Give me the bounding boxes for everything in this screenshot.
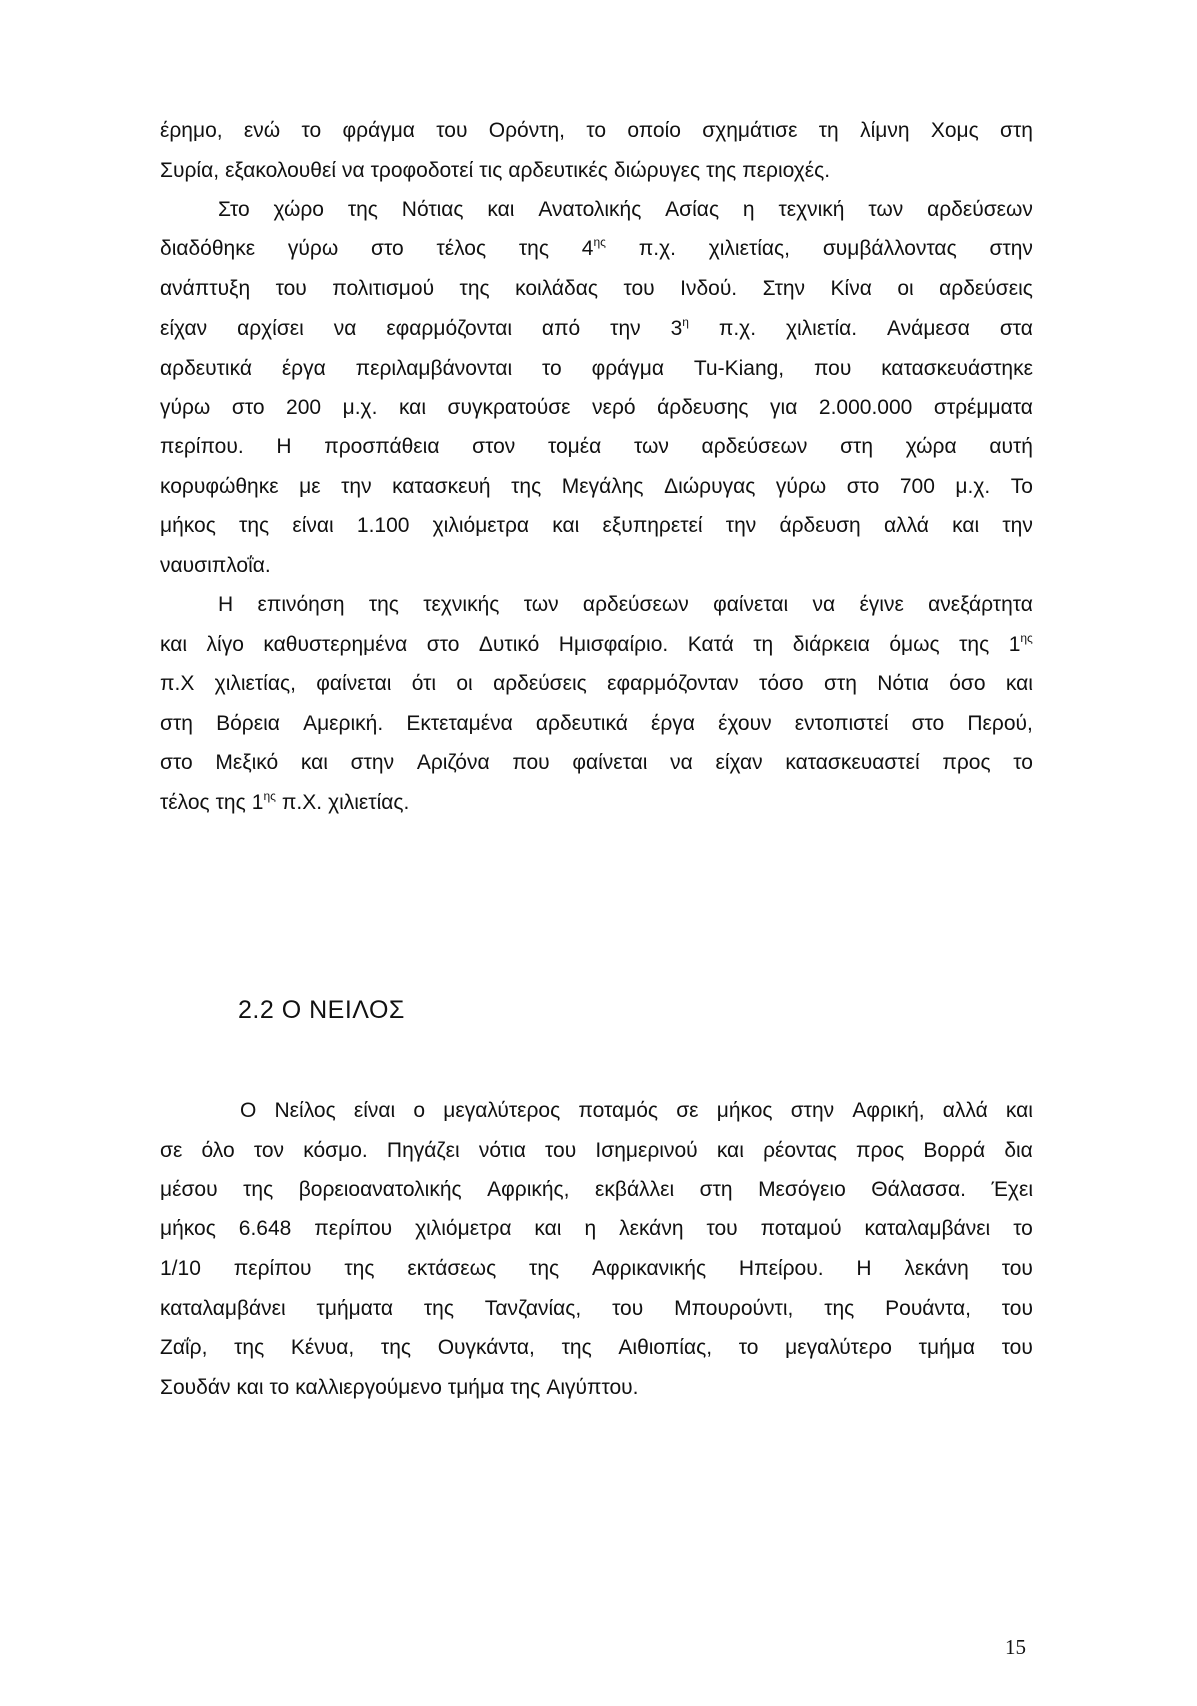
word: το [269, 1376, 290, 1399]
word: φαίνεται [572, 751, 648, 774]
word: 200 [286, 396, 322, 419]
word: βορειοανατολικής [298, 1178, 462, 1201]
word: γύρω [160, 396, 211, 419]
word: Μπουρούντι, [674, 1297, 794, 1320]
word: για [770, 396, 798, 419]
word: Tu-Kiang, [693, 357, 785, 380]
word: προς [856, 1139, 905, 1162]
word: Στην [762, 277, 806, 300]
word: στο [426, 633, 460, 656]
word: γύρω [775, 475, 827, 498]
page-number: 15 [1005, 1635, 1026, 1659]
word: τεχνική [778, 198, 845, 221]
word: τη [753, 633, 774, 656]
word: Σουδάν [160, 1376, 231, 1399]
word: στο [160, 751, 193, 774]
word: μήκος [160, 514, 216, 537]
word: ότι [411, 672, 437, 695]
word: της [561, 1336, 592, 1359]
word: φαίνεται [316, 672, 392, 695]
word: μεγαλύτερος [443, 1099, 561, 1122]
word: ρέοντας [763, 1139, 837, 1162]
word: επινόηση [257, 593, 345, 616]
word: στη [840, 435, 874, 458]
word: αρδευτικές [508, 159, 608, 182]
word: εφαρμόζονται [386, 317, 512, 340]
text-line [160, 711, 1033, 737]
word: με [299, 475, 321, 498]
text-line [160, 118, 1033, 144]
word: του [706, 1217, 738, 1240]
word: εκβάλλει [595, 1178, 675, 1201]
word: νότια [478, 1139, 526, 1162]
word: τμήμα [447, 1376, 505, 1399]
text-line [160, 1256, 1033, 1282]
word: χώρο [273, 198, 324, 221]
word: ανεξάρτητα [928, 593, 1033, 616]
word: ποταμού [760, 1217, 842, 1240]
word: στη [160, 712, 193, 735]
word: Θάλασσα. [871, 1178, 966, 1201]
word: αρδεύσεων [701, 435, 808, 458]
word: στη [1000, 119, 1033, 142]
word: και [487, 198, 515, 221]
word: στη [699, 1178, 733, 1201]
word: Περού, [967, 712, 1033, 735]
word: Έχει [991, 1178, 1033, 1201]
word: έγινε [859, 593, 904, 616]
word: και [236, 1376, 264, 1399]
word: προσπάθεια [324, 435, 440, 458]
word: Ρουάντα, [885, 1297, 971, 1320]
word: του [545, 1139, 577, 1162]
word: άρδευση [779, 514, 861, 537]
word: 1.100 [356, 514, 410, 537]
word: η [742, 198, 755, 221]
word: την [725, 514, 757, 537]
word: διαδόθηκε [160, 237, 256, 260]
word: λίμνη [860, 119, 910, 142]
text-line [160, 236, 1033, 262]
word: εξακολουθεί [225, 159, 336, 182]
word: το [586, 119, 607, 142]
word: στο [371, 237, 404, 260]
word: έργα [281, 357, 326, 380]
word: λεκάνη [619, 1217, 684, 1240]
word: Αφρικανικής [591, 1257, 707, 1280]
word: Αριζόνα [416, 751, 490, 774]
word: αλλά [883, 514, 929, 537]
word: αλλά [942, 1099, 988, 1122]
word: της [518, 237, 549, 260]
word: γύρω [287, 237, 339, 260]
word: φαίνεται [713, 593, 789, 616]
word: π.Χ [160, 672, 195, 695]
word: τον [253, 1139, 285, 1162]
word: Αιθιοπίας, [618, 1336, 713, 1359]
text-line [160, 158, 1033, 184]
word: να [812, 593, 836, 616]
word: και [716, 1139, 744, 1162]
word: και [534, 1217, 562, 1240]
text-line [160, 395, 1033, 421]
word: Ινδού. [680, 277, 738, 300]
word: να [341, 159, 365, 182]
word: από [541, 317, 581, 340]
word: τέλος [436, 237, 487, 260]
word: αρδευτικά [160, 357, 252, 380]
word: ανάπτυξη [160, 277, 251, 300]
word: μ.χ. [955, 475, 991, 498]
word: μήκος [716, 1099, 773, 1122]
word: $1^{\eta\varsigma}$ [1008, 631, 1033, 656]
word: Μεσόγειο [758, 1178, 846, 1201]
word: αρχίσει [237, 317, 304, 340]
word: το [301, 119, 322, 142]
word: να [333, 317, 357, 340]
word: πολιτισμού [332, 277, 435, 300]
word: Κίνα [830, 277, 872, 300]
word: έρημο, [160, 119, 223, 142]
word: και [300, 751, 328, 774]
word: στην [350, 751, 395, 774]
word: τέλος [160, 791, 210, 814]
word: των [633, 435, 669, 458]
text-line [160, 1335, 1033, 1361]
word: διάρκεια [792, 633, 870, 656]
word: Τανζανίας, [484, 1297, 582, 1320]
word: της [234, 1336, 265, 1359]
word: τεχνικής [423, 593, 500, 616]
word: Αφρικής, [487, 1178, 570, 1201]
word: 700 [899, 475, 935, 498]
word: Ανατολικής [538, 198, 642, 221]
word: αρδεύσεων [582, 593, 689, 616]
word: φράγμα [342, 119, 415, 142]
word: και [160, 633, 188, 656]
word: περιλαμβάνονται [355, 357, 513, 380]
word: νερό [592, 396, 636, 419]
word: εκτάσεως [407, 1257, 497, 1280]
word: Κατά [687, 633, 734, 656]
word: της [959, 633, 990, 656]
word: στα [999, 317, 1033, 340]
word: φράγμα [591, 357, 665, 380]
word: Χομς [930, 119, 979, 142]
word: μεγαλύτερο [785, 1336, 892, 1359]
text-line [160, 1138, 1033, 1164]
text-line [160, 1375, 1033, 1401]
word: Μεγάλης [561, 475, 644, 498]
word: Η [276, 435, 292, 458]
word: αρδεύσεων [927, 198, 1033, 221]
word: μέσου [160, 1178, 218, 1201]
word: χιλιόμετρα [432, 514, 530, 537]
word: της [510, 1376, 541, 1399]
word: Ισημερινού [595, 1139, 698, 1162]
word: την [1002, 514, 1033, 537]
word: 1/10 [160, 1257, 201, 1280]
word: χιλιόμετρα [415, 1217, 512, 1240]
word: η [584, 1217, 597, 1240]
text-line [160, 553, 1033, 579]
word: της [344, 1257, 375, 1280]
word: το [542, 357, 562, 380]
word: είχαν [715, 751, 763, 774]
word: αυτή [989, 435, 1033, 458]
word: τμήματα [316, 1297, 393, 1320]
word: την [341, 475, 372, 498]
word: διώρυγες [613, 159, 701, 182]
word: περίπου [314, 1217, 393, 1240]
word: και [552, 514, 580, 537]
word: Ουγκάντα, [437, 1336, 535, 1359]
word: ο [413, 1099, 426, 1122]
word: μήκος [160, 1217, 216, 1240]
text-line [160, 1216, 1033, 1242]
word: Το [1010, 475, 1033, 498]
word: Δυτικό [478, 633, 540, 656]
word: αρδεύσεις [939, 277, 1033, 300]
word: στο [911, 712, 945, 735]
word: έχουν [718, 712, 772, 735]
word: της [824, 1297, 855, 1320]
word: εφαρμόζονταν [607, 672, 739, 695]
word: χιλιετία. [785, 317, 858, 340]
word: έργα [651, 712, 695, 735]
word: του [1001, 1297, 1033, 1320]
word: Ζαΐρ, [160, 1336, 208, 1359]
word: που [512, 751, 550, 774]
word: καλλιεργούμενο [295, 1376, 442, 1399]
word: της [706, 159, 737, 182]
word: περίπου [233, 1257, 312, 1280]
word: κατασκευάστηκε [881, 357, 1033, 380]
text-line [160, 632, 1033, 658]
word: είναι [353, 1099, 396, 1122]
word: οποίο [627, 119, 681, 142]
word: περιοχές. [742, 159, 831, 182]
word: στο [231, 396, 265, 419]
word: Νείλος [274, 1099, 336, 1122]
word: Η [218, 593, 234, 616]
text-line [160, 356, 1033, 382]
word: Ανάμεσα [887, 317, 970, 340]
word: εντοπιστεί [794, 712, 889, 735]
word: της [215, 791, 246, 814]
word: και [1005, 1099, 1033, 1122]
word: αρδευτικά [535, 712, 628, 735]
text-line [160, 750, 1033, 776]
word: Ηπείρου. [738, 1257, 824, 1280]
word: εξυπηρετεί [602, 514, 703, 537]
text-line [160, 513, 1033, 539]
word: Η [856, 1257, 872, 1280]
word: άρδευσης [657, 396, 749, 419]
word: ναυσιπλοΐα. [160, 554, 271, 577]
text-line [160, 276, 1033, 302]
word: τμήμα [918, 1336, 975, 1359]
word: του [1001, 1336, 1033, 1359]
word: λεκάνη [904, 1257, 969, 1280]
word: το [1013, 1217, 1033, 1240]
word: Πηγάζει [386, 1139, 460, 1162]
word: της [368, 593, 399, 616]
word: συμβάλλοντας [822, 237, 957, 260]
word: του [1001, 1257, 1033, 1280]
word: Νότιας [401, 198, 464, 221]
word: δια [1004, 1139, 1033, 1162]
word: προς [942, 751, 991, 774]
word: σχημάτισε [702, 119, 798, 142]
text-line [218, 592, 1033, 618]
word: κατασκευαστεί [785, 751, 920, 774]
word: περίπου. [160, 435, 244, 458]
word: του [612, 1297, 644, 1320]
word: Εκτεταμένα [406, 712, 513, 735]
word: του [436, 119, 468, 142]
word: τη [818, 119, 839, 142]
word: κορυφώθηκε [160, 475, 279, 498]
word: στη [823, 672, 857, 695]
word: χιλιετίας. [328, 791, 410, 814]
word: Αιγύπτου. [546, 1376, 639, 1399]
word: και [952, 514, 980, 537]
word: καθυστερημένα [263, 633, 408, 656]
word: Μεξικό [215, 751, 279, 774]
word: της [347, 198, 378, 221]
word: μ.χ. [342, 396, 378, 419]
word: ποταμός [578, 1099, 659, 1122]
word: Κένυα, [290, 1336, 355, 1359]
word: της [529, 1257, 560, 1280]
word: Αμερική. [303, 712, 384, 735]
word: και [398, 396, 426, 419]
word: όλο [201, 1139, 235, 1162]
text-line [240, 1098, 1033, 1124]
word: της [511, 475, 542, 498]
word: της [380, 1336, 412, 1359]
word: Βόρεια [216, 712, 280, 735]
word: σε [160, 1139, 183, 1162]
word: στο [846, 475, 880, 498]
word: όμως [889, 633, 940, 656]
text-line [160, 474, 1033, 500]
word: των [523, 593, 559, 616]
word: της [239, 514, 270, 537]
text-line [160, 1177, 1033, 1203]
word: Στο [218, 198, 250, 221]
word: αρδεύσεις [493, 672, 587, 695]
word: του [623, 277, 655, 300]
word: 6.648 [238, 1217, 292, 1240]
word: της [243, 1178, 274, 1201]
word: των [868, 198, 904, 221]
word: την [610, 317, 641, 340]
word: π.χ. [718, 317, 757, 340]
word: οι [456, 672, 473, 695]
text-line [160, 316, 1033, 342]
section-heading: 2.2 Ο ΝΕΙΛΟΣ [238, 996, 405, 1024]
word: που [813, 357, 852, 380]
word: τροφοδοτεί [370, 159, 474, 182]
word: το [738, 1336, 759, 1359]
word: ενώ [243, 119, 281, 142]
word: είχαν [160, 317, 208, 340]
word: οι [897, 277, 914, 300]
word: Βορρά [923, 1139, 986, 1162]
word: $1^{\eta\varsigma}$ [251, 789, 276, 814]
word: το [1013, 751, 1033, 774]
text-line [218, 197, 1033, 223]
word: $4^{\eta\varsigma}$ [581, 235, 606, 260]
word: της [423, 1297, 454, 1320]
word: Διώρυγας [664, 475, 756, 498]
word: Αφρική, [852, 1099, 925, 1122]
word: κόσμο. [303, 1139, 368, 1162]
word: καταλαμβάνει [160, 1297, 286, 1320]
word: π.χ. [638, 237, 676, 260]
word: τις [479, 159, 503, 182]
word: είναι [292, 514, 334, 537]
word: χώρα [905, 435, 957, 458]
word: της [459, 277, 490, 300]
text-line [160, 671, 1033, 697]
word: συγκρατούσε [447, 396, 571, 419]
word: να [670, 751, 693, 774]
word: Ορόντη, [488, 119, 566, 142]
word: καταλαμβάνει [864, 1217, 991, 1240]
word: $3^\eta$ [670, 315, 689, 340]
word: χιλιετίας, [708, 237, 791, 260]
word: τόσο [758, 672, 804, 695]
word: Ασίας [665, 198, 720, 221]
word: κατασκευή [392, 475, 491, 498]
word: Ημισφαίριο. [558, 633, 669, 656]
word: όσο [949, 672, 986, 695]
word: Συρία, [160, 159, 220, 182]
word: λίγο [206, 633, 244, 656]
word: κοιλάδας [515, 277, 598, 300]
word: στην [989, 237, 1033, 260]
word: σε [676, 1099, 699, 1122]
word: και [1005, 672, 1033, 695]
word: στην [790, 1099, 835, 1122]
text-line [160, 1296, 1033, 1322]
word: στρέμματα [933, 396, 1033, 419]
text-line [160, 790, 1033, 816]
word: τομέα [547, 435, 602, 458]
word: π.Χ. [281, 791, 323, 814]
word: του [275, 277, 307, 300]
word: χιλιετίας, [214, 672, 296, 695]
word: Ο [240, 1099, 257, 1122]
word: 2.000.000 [818, 396, 913, 419]
word: Νότια [877, 672, 929, 695]
text-line [160, 434, 1033, 460]
word: στον [472, 435, 516, 458]
